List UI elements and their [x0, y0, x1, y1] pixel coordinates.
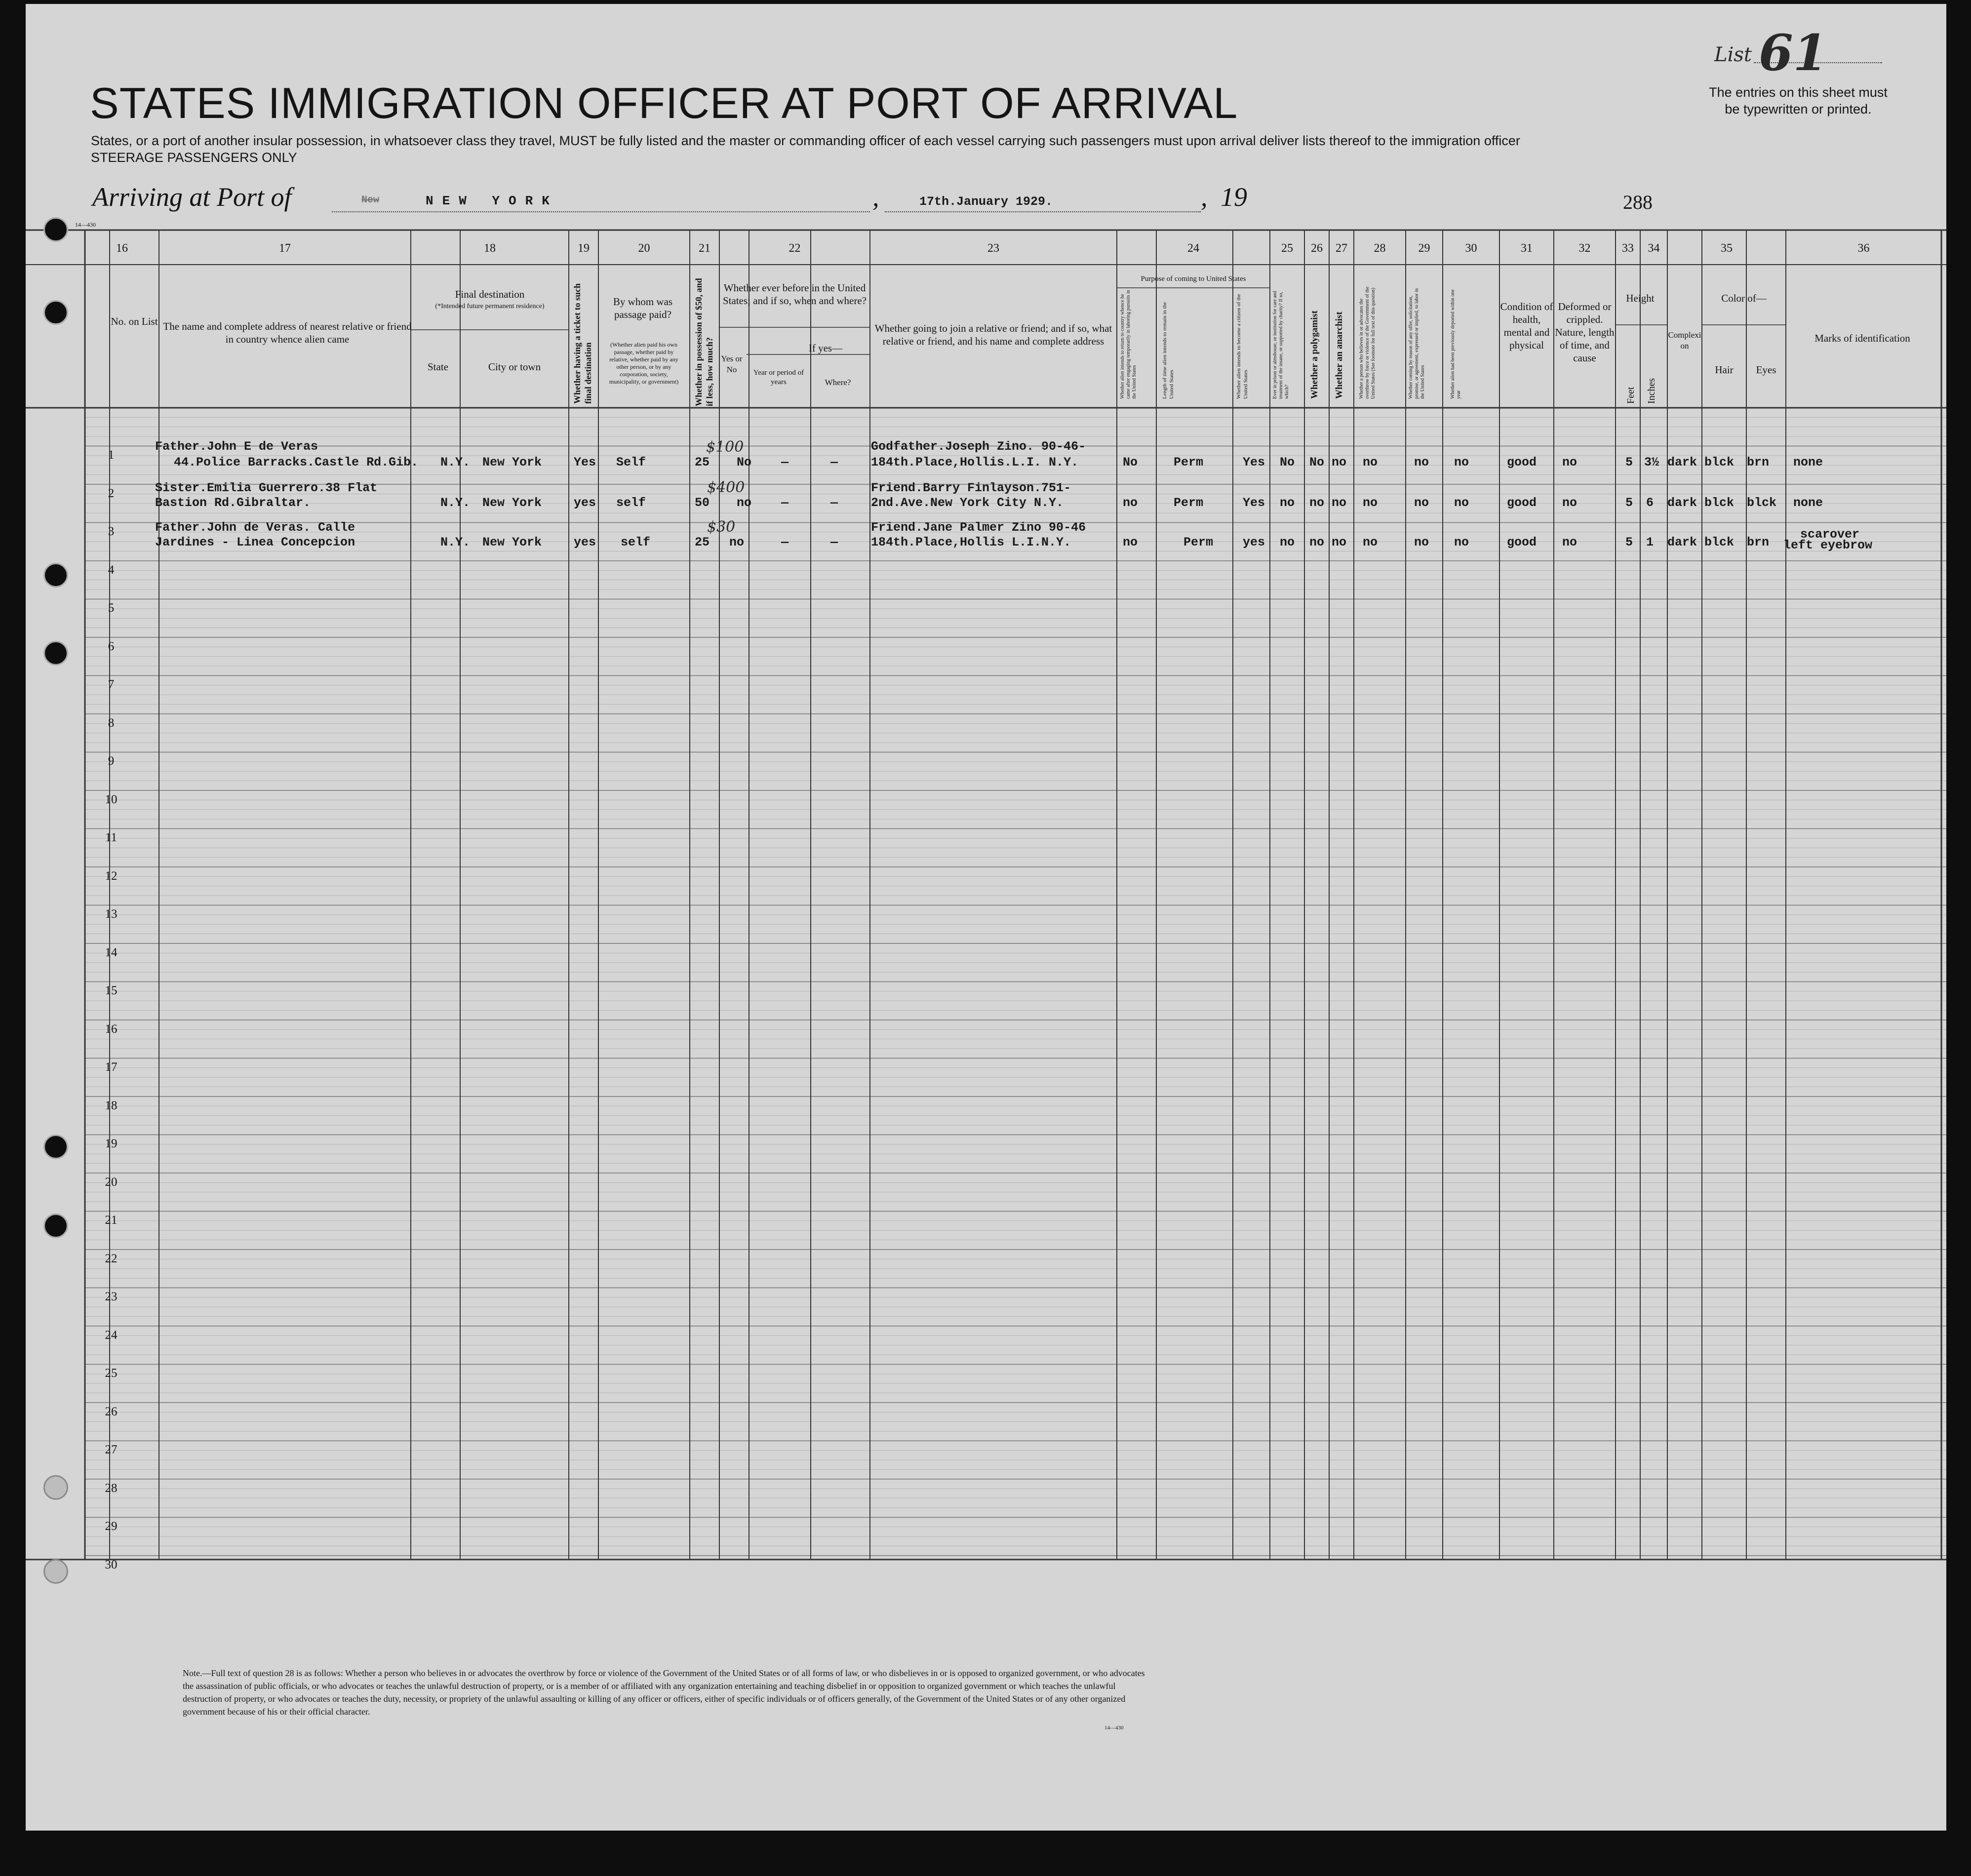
year: — — [781, 535, 789, 549]
row-number: 23 — [105, 1290, 118, 1303]
arrival-date: 17th.January 1929. — [919, 195, 1053, 209]
state: N.Y. — [440, 535, 471, 549]
arriving-label: Arriving at Port of — [92, 182, 292, 212]
header-color-of: Color of— — [1721, 292, 1767, 304]
marks: none — [1793, 455, 1823, 469]
relative-line1: Father.John E de Veras — [155, 439, 318, 454]
header-height: Height — [1626, 292, 1655, 304]
header-purpose-c: Whether alien intends to become a citizen of the United States — [1236, 294, 1249, 399]
anarchist: no — [1332, 496, 1347, 510]
row-number: 12 — [105, 869, 118, 883]
page-subtitle: States, or a port of another insular possession, in whatsoever class they travel, MUST be fully listed and the master or commanding officer of each vessel carrying such passengers must upon arrival deliver lists thereof to the immigration officer — [91, 133, 1520, 148]
where: — — [830, 535, 838, 549]
join-line1: Friend.Barry Finlayson.751- — [871, 481, 1071, 495]
money: 25 — [695, 455, 710, 469]
city: New York — [482, 496, 542, 510]
feet: 5 — [1625, 535, 1633, 549]
port-value: NEW YORK — [426, 194, 558, 208]
purpose-c: Yes — [1243, 496, 1265, 510]
row-number: 18 — [105, 1098, 118, 1112]
header-state: State — [428, 361, 448, 373]
ticket: Yes — [574, 455, 596, 469]
row-number: 29 — [105, 1520, 118, 1533]
table-grid — [26, 4, 1946, 1831]
header-money: Whether in possession of $50, and if less, how much? — [694, 278, 714, 406]
money-annotation: $400 — [707, 479, 745, 496]
eyes: brn — [1747, 535, 1770, 549]
inches: 6 — [1646, 496, 1654, 510]
state: N.Y. — [440, 496, 471, 510]
prison: no — [1280, 535, 1295, 549]
row-number: 3 — [108, 525, 115, 538]
row-number: 4 — [108, 563, 115, 577]
purpose-b: Perm — [1183, 535, 1214, 549]
header-passage-note: (Whether alien paid his own passage, whether paid by relative, whether paid by any other person, or by any corporation, society, municipality, or government) — [609, 341, 679, 385]
header-polygamist: Whether a polygamist — [1309, 310, 1320, 399]
column-number: 31 — [1521, 242, 1533, 255]
q28: no — [1363, 455, 1378, 469]
row-number: 24 — [105, 1328, 118, 1342]
polygamist: No — [1309, 455, 1325, 469]
header-q30: Whether alien had been previously deported within one year — [1450, 289, 1461, 399]
join-line2: 2nd.Ave.New York City N.Y. — [871, 496, 1064, 510]
header-ticket: Whether having a ticket to such final destination — [572, 283, 593, 404]
punch-hole — [43, 1559, 68, 1584]
join-line2: 184th.Place,Hollis L.I.N.Y. — [871, 535, 1071, 549]
row-number: 1 — [108, 448, 115, 462]
header-city: City or town — [488, 361, 541, 373]
marks-line1: scarover — [1800, 527, 1860, 542]
header-nearest-relative: The name and complete address of nearest relative or friend in country whence alien came — [163, 320, 412, 345]
column-number: 16 — [116, 242, 128, 255]
header-feet: Feet — [1625, 387, 1636, 404]
marks: none — [1793, 496, 1823, 510]
money: 25 — [695, 535, 710, 549]
header-deformed: Deformed or crippled. Nature, length of time, and cause — [1555, 301, 1615, 364]
header-q29: Whether coming by reason of any offer, solicitation, promise, or agreement, expressed or implied, to labor in the United States — [1408, 288, 1425, 399]
header-if-yes: If yes— — [808, 342, 843, 354]
row-number: 11 — [105, 831, 118, 844]
sheet-number: 288 — [1623, 191, 1653, 213]
header-condition: Condition of health, mental and physical — [1500, 301, 1553, 351]
purpose-a: No — [1123, 455, 1138, 469]
feet: 5 — [1625, 496, 1633, 510]
anarchist: no — [1332, 455, 1347, 469]
column-number: 33 — [1622, 242, 1634, 255]
anarchist: no — [1332, 535, 1347, 549]
q30: no — [1454, 455, 1469, 469]
year: — — [781, 496, 789, 510]
port-crossed: New — [361, 195, 380, 206]
manifest-sheet: List 61 STATES IMMIGRATION OFFICER AT PORT OF ARRIVAL The entries on this sheet must be typewritten or printed. States, or a port of another insular possession, in whatsoever class they travel, MUST be fully listed and the master or commanding officer of each vessel carrying such passengers must upon arrival deliver lists thereof to the immigration officer STEERAGE PASSENGERS ONLY Arriving at Port of New NEW YORK , 17th.January 1929. , 19 288 14—430 16 17 18 19 20 21 22 23 24 25 26 27 28 29 30 31 32 33 34 35 36 No. on List The name and complete address of nearest relative or friend in country whence alien came Final destination (*Intended future permanent residence) State City or town Whether having a ticket to such final destination By whom was passage paid? (Whether alien paid his own passage, whether paid by relative, whether paid by any other person, or by any corporation, society, municipality, or government) Whether in possession of $50, and if less, how much? Whether ever before in the United States; and if so, when and where? If yes— Yes or No Year or period of years Where? Whether going to join a relative or friend; and if so, what relative or friend, and his name and complete address Purpose of coming to United States Whether alien intends to return to country whence he came after engaging temporarily in laboring pursuits in the United States Length of time alien intends to remain in the United States Whether alien intends to become a citizen of the United States Ever in prison or almshouse, or institution for care and treatment of the insane, or supported by charity? If so, which? Whether a polygamist Whether an anarchist Whether a person who believes in or advocates the overthrow by force or violence of the Government of the United States (See footnote for full text of this question) Whether coming by reason of any offer, solicitation, promise, or agreement, expressed or implied, to labor in the United States Whether alien had been previously deported within one year Condition of health, mental and physical Deformed or crippled. Nature, length of time, and cause Height Feet Inches Complexion Color of— Hair Eyes Marks of identification 1 2 3 4 5 6 7 8 9 10 11 12 13 14 15 16 17 18 19 20 21 22 23 24 25 26 27 28 29 30 Father.John E de Veras 44.Police Barracks.Castle Rd.Gib. N.Y. New York Yes Self 25 $100 No — — Godfather.Joseph Zino. 90-46- 184th.Place,Hollis.L.I. N.Y. No Perm Yes No No no no no no good no 5 3½ dark blck brn none Sister.Emilia Guerrero.38 Flat Bastion Rd.Gibraltar. N.Y. New York yes self 50 $400 no — — Friend.Barry Finlayson.751- 2nd.Ave.New York City N.Y. no Perm Yes no no no no no no good no 5 6 dark blck blck none Father.John de Veras. Calle Jardines - Linea Concepcion N.Y. New York yes self 25 $30 no — — Friend.Jane Palmer Zino 90-46 184th.Place,Hollis L.I.N.Y. no Perm yes no no no no no no good no 5 1 dark blck brn scarover left eyebrow Note.—Full text of question 28 is as follows: Whether a person who believes in or advocates the overthrow by force or violence of the Government of the United States or of all forms of law, or who disbelieves in or is opposed to organized government, or who advocates the assassination of public officials, or who advocates or teaches the unlawful destruction of property, or is a member of or affiliated with any organization entertaining and teaching disbelief in or opposition to organized government or which teaches the unlawful destruction of property, or who advocates or teaches the duty, necessity, or propriety of the unlawful assaulting or killing of any officer or officers, either of specific individuals or of officers generally, of the Government of the United States or of any other organized government because of his or their official character. 14—430 — [26, 4, 1946, 1831]
list-label: List — [1714, 43, 1752, 66]
column-number: 17 — [279, 242, 291, 255]
column-number: 20 — [638, 242, 650, 255]
header-prison: Ever in prison or almshouse, or institution for care and treatment of the insane, or supported by charity? If so, which? — [1272, 291, 1290, 399]
row-number: 17 — [105, 1060, 118, 1074]
q28: no — [1363, 496, 1378, 510]
punch-hole — [43, 1475, 68, 1500]
purpose-c: yes — [1243, 535, 1265, 549]
row-number: 9 — [108, 754, 115, 768]
prison: no — [1280, 496, 1295, 510]
header-ever-before: Whether ever before in the United States; and if so, when and where? — [723, 282, 867, 307]
header-hair: Hair — [1715, 364, 1734, 376]
join-line1: Godfather.Joseph Zino. 90-46- — [871, 439, 1086, 454]
steerage-label: STEERAGE PASSENGERS ONLY — [91, 150, 297, 165]
complexion: dark — [1667, 455, 1697, 469]
column-number: 36 — [1857, 242, 1870, 255]
polygamist: no — [1309, 535, 1325, 549]
city: New York — [482, 455, 542, 469]
row-number: 14 — [105, 945, 118, 959]
row-number: 8 — [108, 716, 115, 730]
column-number: 22 — [788, 242, 801, 255]
row-number: 16 — [105, 1022, 118, 1036]
purpose-c: Yes — [1243, 455, 1265, 469]
paid-by: Self — [616, 455, 646, 469]
paid-by: self — [616, 496, 646, 510]
row-number: 13 — [105, 907, 118, 921]
row-number: 30 — [105, 1558, 118, 1571]
header-final-destination: Final destination — [455, 288, 525, 300]
purpose-a: no — [1123, 496, 1138, 510]
column-number: 25 — [1281, 242, 1293, 255]
row-number: 15 — [105, 984, 118, 997]
join-line2: 184th.Place,Hollis.L.I. N.Y. — [871, 455, 1079, 469]
column-number: 29 — [1418, 242, 1430, 255]
header-passage: By whom was passage paid? — [613, 296, 673, 320]
ever-before: No — [737, 455, 752, 469]
header-anarchist: Whether an anarchist — [1334, 312, 1344, 399]
condition: good — [1507, 455, 1537, 469]
eyes: brn — [1747, 455, 1770, 469]
q29: no — [1414, 496, 1429, 510]
feet: 5 — [1625, 455, 1633, 469]
column-number: 28 — [1374, 242, 1386, 255]
column-number: 34 — [1648, 242, 1660, 255]
header-eyes: Eyes — [1756, 364, 1776, 376]
column-number: 21 — [699, 242, 710, 255]
money-annotation: $30 — [707, 518, 736, 536]
deformed: no — [1562, 455, 1577, 469]
column-number: 23 — [987, 242, 999, 255]
header-inches: Inches — [1646, 378, 1657, 404]
state: N.Y. — [440, 455, 471, 469]
typewritten-note: The entries on this sheet must be typewritten or printed. — [1709, 85, 1888, 117]
inches: 3½ — [1644, 455, 1659, 469]
ever-before: no — [737, 496, 752, 510]
row-number: 2 — [108, 486, 115, 500]
column-number: 26 — [1311, 242, 1323, 255]
row-number: 27 — [105, 1443, 118, 1456]
punch-hole — [43, 217, 68, 242]
column-number: 27 — [1336, 242, 1347, 255]
polygamist: no — [1309, 496, 1325, 510]
condition: good — [1507, 496, 1537, 510]
row-number: 5 — [108, 601, 115, 615]
row-number: 20 — [105, 1175, 118, 1189]
punch-hole — [43, 641, 68, 665]
marks-line2: left eyebrow — [1783, 538, 1873, 552]
relative-line2: Jardines - Linea Concepcion — [155, 535, 355, 549]
row-number: 25 — [105, 1367, 118, 1380]
column-number: 18 — [484, 242, 496, 255]
relative-line1: Father.John de Veras. Calle — [155, 520, 355, 535]
purpose-b: Perm — [1174, 496, 1204, 510]
condition: good — [1507, 535, 1537, 549]
deformed: no — [1562, 535, 1577, 549]
year-prefix: 19 — [1221, 182, 1247, 212]
punch-hole — [43, 563, 68, 587]
header-yes-no: Yes or No — [721, 354, 743, 374]
footnote-question-28: Note.—Full text of question 28 is as follows: Whether a person who believes in or advocates the overthrow by force or violence of the Government of the United States or of all forms of law, or who disbelieves in or is opposed to organized government, or who advocates the assassination of public officials, or who advocates or teaches the unlawful destruction of property, or is a member of or affiliated with any organization entertaining and teaching disbelief in or opposition to organized government or which teaches the unlawful destruction of property, or who advocates or teaches the duty, necessity, or propriety of the unlawful assaulting or killing of any officer or officers, either of specific individuals or of officers generally, of the Government of the United States or of any other organized government because of his or their official character. — [183, 1668, 1145, 1717]
header-final-destination-note: (*Intended future permanent residence) — [435, 303, 545, 310]
city: New York — [482, 535, 542, 549]
row-number: 7 — [108, 678, 115, 691]
money-annotation: $100 — [706, 438, 744, 456]
punch-hole — [43, 300, 68, 325]
column-number: 35 — [1721, 242, 1733, 255]
purpose-a: no — [1123, 535, 1138, 549]
relative-line2: Bastion Rd.Gibraltar. — [155, 496, 311, 510]
row-number: 26 — [105, 1405, 118, 1418]
header-complexion: Complexion — [1668, 330, 1701, 351]
q29: no — [1414, 535, 1429, 549]
q29: no — [1414, 455, 1429, 469]
prison: No — [1280, 455, 1295, 469]
row-number: 28 — [105, 1481, 118, 1495]
inches: 1 — [1646, 535, 1654, 549]
paid-by: self — [621, 535, 651, 549]
where: — — [830, 455, 838, 469]
relative-line1: Sister.Emilia Guerrero.38 Flat — [155, 481, 378, 495]
header-marks: Marks of identification — [1814, 332, 1910, 344]
complexion: dark — [1667, 535, 1697, 549]
complexion: dark — [1667, 496, 1697, 510]
where: — — [830, 496, 838, 510]
row-number: 21 — [105, 1213, 118, 1227]
column-number: 24 — [1187, 242, 1199, 255]
punch-hole — [43, 1213, 68, 1238]
money: 50 — [695, 496, 710, 510]
form-code-top: 14—430 — [75, 221, 96, 228]
hair: blck — [1704, 455, 1734, 469]
row-number: 6 — [108, 639, 115, 653]
purpose-b: Perm — [1174, 455, 1204, 469]
eyes: blck — [1747, 496, 1777, 510]
column-number: 32 — [1578, 242, 1591, 255]
header-where: Where? — [825, 378, 851, 387]
column-number: 19 — [578, 242, 590, 255]
join-line1: Friend.Jane Palmer Zino 90-46 — [871, 520, 1086, 535]
ever-before: no — [729, 535, 745, 549]
q30: no — [1454, 496, 1469, 510]
form-code-bottom: 14—430 — [1104, 1725, 1124, 1731]
row-number: 10 — [105, 792, 118, 806]
year: — — [781, 455, 789, 469]
header-year-period: Year or period of years — [753, 369, 804, 386]
hair: blck — [1704, 535, 1734, 549]
ticket: yes — [574, 496, 596, 510]
header-q28: Whether a person who believes in or advocates the overthrow by force or violence of the Government of the United States (See footnote for full text of this question) — [1359, 286, 1376, 399]
q30: no — [1454, 535, 1469, 549]
header-no-on-list: No. on List — [111, 315, 158, 327]
list-number: 61 — [1759, 24, 1828, 82]
deformed: no — [1562, 496, 1577, 510]
header-joining: Whether going to join a relative or friend; and if so, what relative or friend, and his name and complete address — [874, 322, 1112, 347]
relative-line2: 44.Police Barracks.Castle Rd.Gib. — [174, 455, 419, 469]
ticket: yes — [574, 535, 596, 549]
row-number: 19 — [105, 1137, 118, 1150]
header-purpose-a: Whether alien intends to return to country whence he came after engaging temporarily in laboring pursuits in the United States — [1120, 290, 1137, 399]
punch-hole — [43, 1134, 68, 1159]
column-number: 30 — [1465, 242, 1477, 255]
header-purpose-b: Length of time alien intends to remain in the United States — [1162, 302, 1175, 399]
page-title: STATES IMMIGRATION OFFICER AT PORT OF ARRIVAL — [90, 78, 1238, 127]
header-purpose: Purpose of coming to United States — [1141, 275, 1246, 283]
row-number: 22 — [105, 1251, 118, 1265]
hair: blck — [1704, 496, 1734, 510]
q28: no — [1363, 535, 1378, 549]
